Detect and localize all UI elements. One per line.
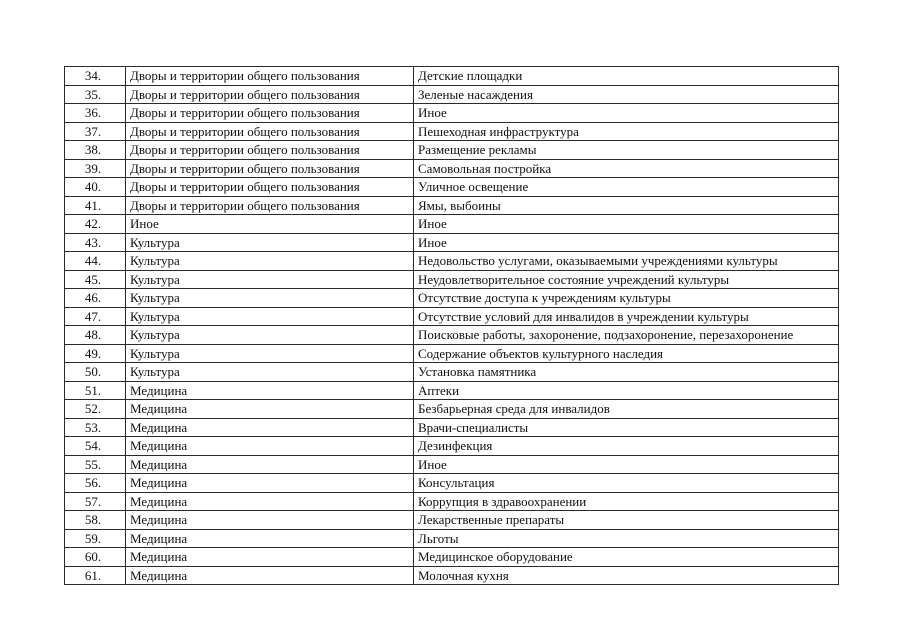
row-number: 45. [65,270,126,289]
row-number: 35. [65,85,126,104]
table-row [65,400,839,419]
table-row [65,381,839,400]
table-body [65,67,839,585]
table-row [65,418,839,437]
row-subcategory: Недовольство услугами, оказываемыми учреждениями культуры [414,252,839,271]
row-category: Дворы и территории общего пользования [126,196,414,215]
row-subcategory: Коррупция в здравоохранении [414,492,839,511]
row-category: Культура [126,344,414,363]
row-category: Медицина [126,548,414,567]
row-subcategory: Консультация [414,474,839,493]
row-category: Дворы и территории общего пользования [126,67,414,86]
row-number: 59. [65,529,126,548]
row-number: 51. [65,381,126,400]
row-category: Культура [126,252,414,271]
classifier-table [64,66,839,585]
row-number: 43. [65,233,126,252]
row-category: Медицина [126,492,414,511]
table-row [65,548,839,567]
row-number: 58. [65,511,126,530]
row-subcategory: Врачи-специалисты [414,418,839,437]
row-subcategory: Иное [414,455,839,474]
table-row [65,85,839,104]
row-category: Медицина [126,437,414,456]
row-subcategory: Содержание объектов культурного наследия [414,344,839,363]
row-number: 57. [65,492,126,511]
table-row [65,141,839,160]
row-category: Культура [126,326,414,345]
row-subcategory: Иное [414,233,839,252]
table-row [65,252,839,271]
table-row [65,233,839,252]
row-category: Дворы и территории общего пользования [126,85,414,104]
row-subcategory: Ямы, выбоины [414,196,839,215]
row-subcategory: Аптеки [414,381,839,400]
row-subcategory: Безбарьерная среда для инвалидов [414,400,839,419]
row-number: 42. [65,215,126,234]
row-number: 50. [65,363,126,382]
row-number: 55. [65,455,126,474]
row-number: 48. [65,326,126,345]
row-subcategory: Самовольная постройка [414,159,839,178]
row-category: Медицина [126,511,414,530]
row-number: 56. [65,474,126,493]
row-category: Культура [126,233,414,252]
row-category: Культура [126,363,414,382]
row-number: 36. [65,104,126,123]
row-category: Медицина [126,418,414,437]
row-category: Медицина [126,400,414,419]
row-number: 41. [65,196,126,215]
row-category: Медицина [126,474,414,493]
row-category: Дворы и территории общего пользования [126,104,414,123]
table-row [65,474,839,493]
row-number: 39. [65,159,126,178]
row-number: 54. [65,437,126,456]
row-number: 44. [65,252,126,271]
row-number: 61. [65,566,126,585]
row-number: 49. [65,344,126,363]
row-category: Дворы и территории общего пользования [126,141,414,160]
row-subcategory: Поисковые работы, захоронение, подзахоронение, перезахоронение [414,326,839,345]
table-row [65,363,839,382]
row-number: 47. [65,307,126,326]
table-row [65,455,839,474]
row-subcategory: Размещение рекламы [414,141,839,160]
row-number: 34. [65,67,126,86]
table-row [65,492,839,511]
row-subcategory: Отсутствие доступа к учреждениям культуры [414,289,839,308]
table-row [65,511,839,530]
row-number: 60. [65,548,126,567]
row-subcategory: Уличное освещение [414,178,839,197]
table-row [65,196,839,215]
row-category: Дворы и территории общего пользования [126,178,414,197]
table-row [65,122,839,141]
table-row [65,529,839,548]
table-row [65,289,839,308]
table-row [65,104,839,123]
table-row [65,215,839,234]
row-subcategory: Дезинфекция [414,437,839,456]
row-subcategory: Отсутствие условий для инвалидов в учреждении культуры [414,307,839,326]
table-row [65,307,839,326]
row-category: Медицина [126,455,414,474]
row-category: Иное [126,215,414,234]
row-subcategory: Неудовлетворительное состояние учреждений культуры [414,270,839,289]
table-row [65,344,839,363]
row-number: 52. [65,400,126,419]
row-number: 40. [65,178,126,197]
table-row [65,178,839,197]
table-row [65,67,839,86]
row-subcategory: Льготы [414,529,839,548]
row-number: 38. [65,141,126,160]
row-category: Культура [126,289,414,308]
row-category: Медицина [126,566,414,585]
row-subcategory: Иное [414,215,839,234]
row-subcategory: Пешеходная инфраструктура [414,122,839,141]
table-row [65,326,839,345]
row-category: Дворы и территории общего пользования [126,122,414,141]
row-category: Культура [126,307,414,326]
row-subcategory: Зеленые насаждения [414,85,839,104]
table-row [65,159,839,178]
row-subcategory: Установка памятника [414,363,839,382]
row-category: Медицина [126,529,414,548]
row-category: Медицина [126,381,414,400]
row-subcategory: Лекарственные препараты [414,511,839,530]
row-category: Культура [126,270,414,289]
row-subcategory: Детские площадки [414,67,839,86]
row-subcategory: Молочная кухня [414,566,839,585]
row-subcategory: Медицинское оборудование [414,548,839,567]
table-row [65,270,839,289]
row-number: 53. [65,418,126,437]
row-number: 46. [65,289,126,308]
row-number: 37. [65,122,126,141]
table-row [65,437,839,456]
row-subcategory: Иное [414,104,839,123]
row-category: Дворы и территории общего пользования [126,159,414,178]
table-row [65,566,839,585]
